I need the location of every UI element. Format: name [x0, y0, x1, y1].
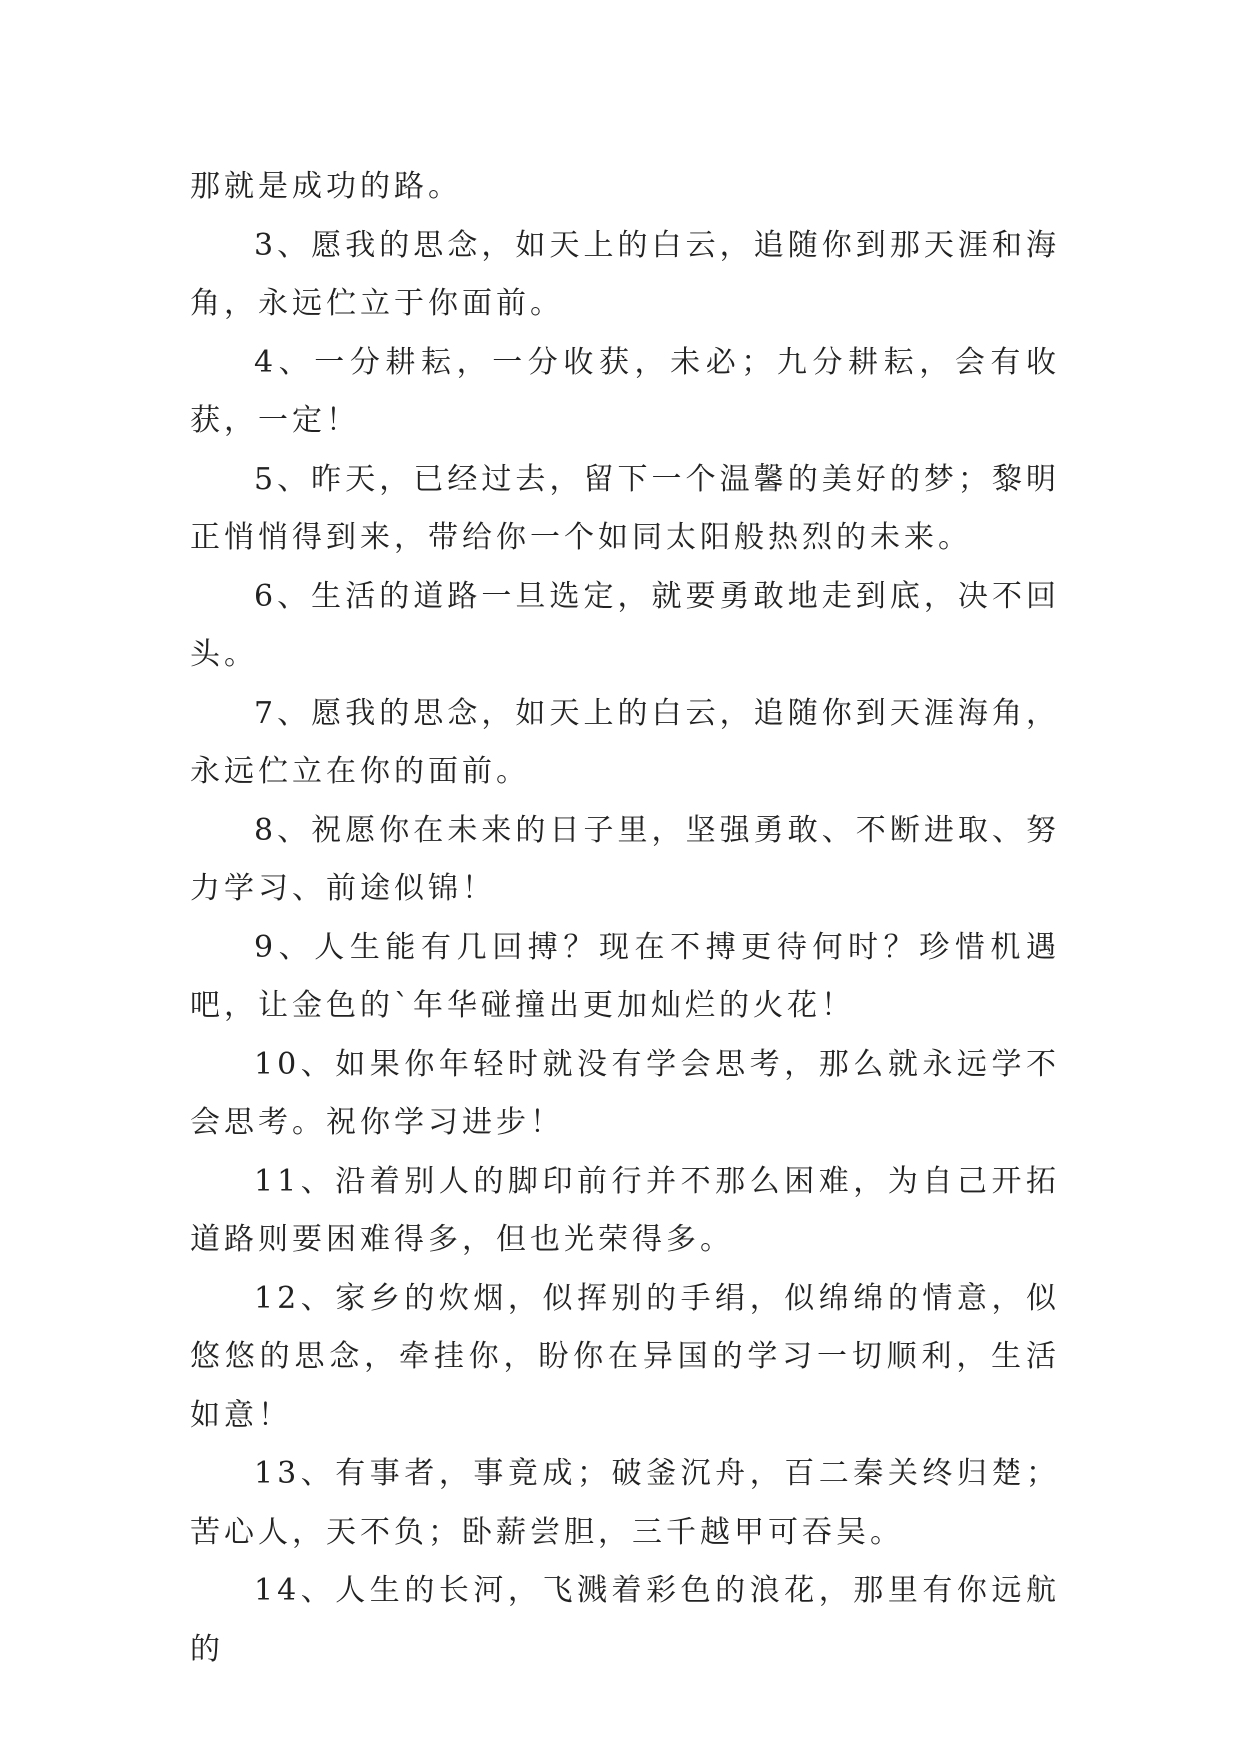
entry-12: 12、家乡的炊烟，似挥别的手绢，似绵绵的情意，似悠悠的思念，牵挂你，盼你在异国的学习一切顺利，生活如意！: [190, 1280, 1060, 1433]
continuation-paragraph: 那就是成功的路。: [190, 169, 462, 204]
entry-8: 8、祝愿你在未来的日子里，坚强勇敢、不断进取、努力学习、前途似锦！: [190, 812, 1060, 906]
entry-7: 7、愿我的思念，如天上的白云，追随你到天涯海角，永远伫立在你的面前。: [190, 695, 1060, 789]
entry-13: 13、有事者，事竟成；破釜沉舟，百二秦关终归楚；苦心人，天不负；卧薪尝胆，三千越甲可吞吴。: [190, 1456, 1060, 1550]
entry-4: 4、一分耕耘，一分收获，未必；九分耕耘，会有收获，一定！: [190, 344, 1060, 438]
entry-3: 3、愿我的思念，如天上的白云，追随你到那天涯和海角，永远伫立于你面前。: [190, 227, 1060, 321]
body-text: [190, 158, 1060, 1679]
entry-10: 10、如果你年轻时就没有学会思考，那么就永远学不会思考。祝你学习进步！: [190, 1046, 1060, 1140]
entry-11: 11、沿着别人的脚印前行并不那么困难，为自己开拓道路则要困难得多，但也光荣得多。: [190, 1163, 1060, 1257]
entry-5: 5、昨天，已经过去，留下一个温馨的美好的梦；黎明正悄悄得到来，带给你一个如同太阳般热烈的未来。: [190, 461, 1060, 555]
entry-14: 14、人生的长河，飞溅着彩色的浪花，那里有你远航的: [190, 1573, 1060, 1667]
entry-6: 6、生活的道路一旦选定，就要勇敢地走到底，决不回头。: [190, 578, 1060, 672]
entry-9: 9、人生能有几回搏？现在不搏更待何时？珍惜机遇吧，让金色的`年华碰撞出更加灿烂的火花！: [190, 929, 1060, 1023]
